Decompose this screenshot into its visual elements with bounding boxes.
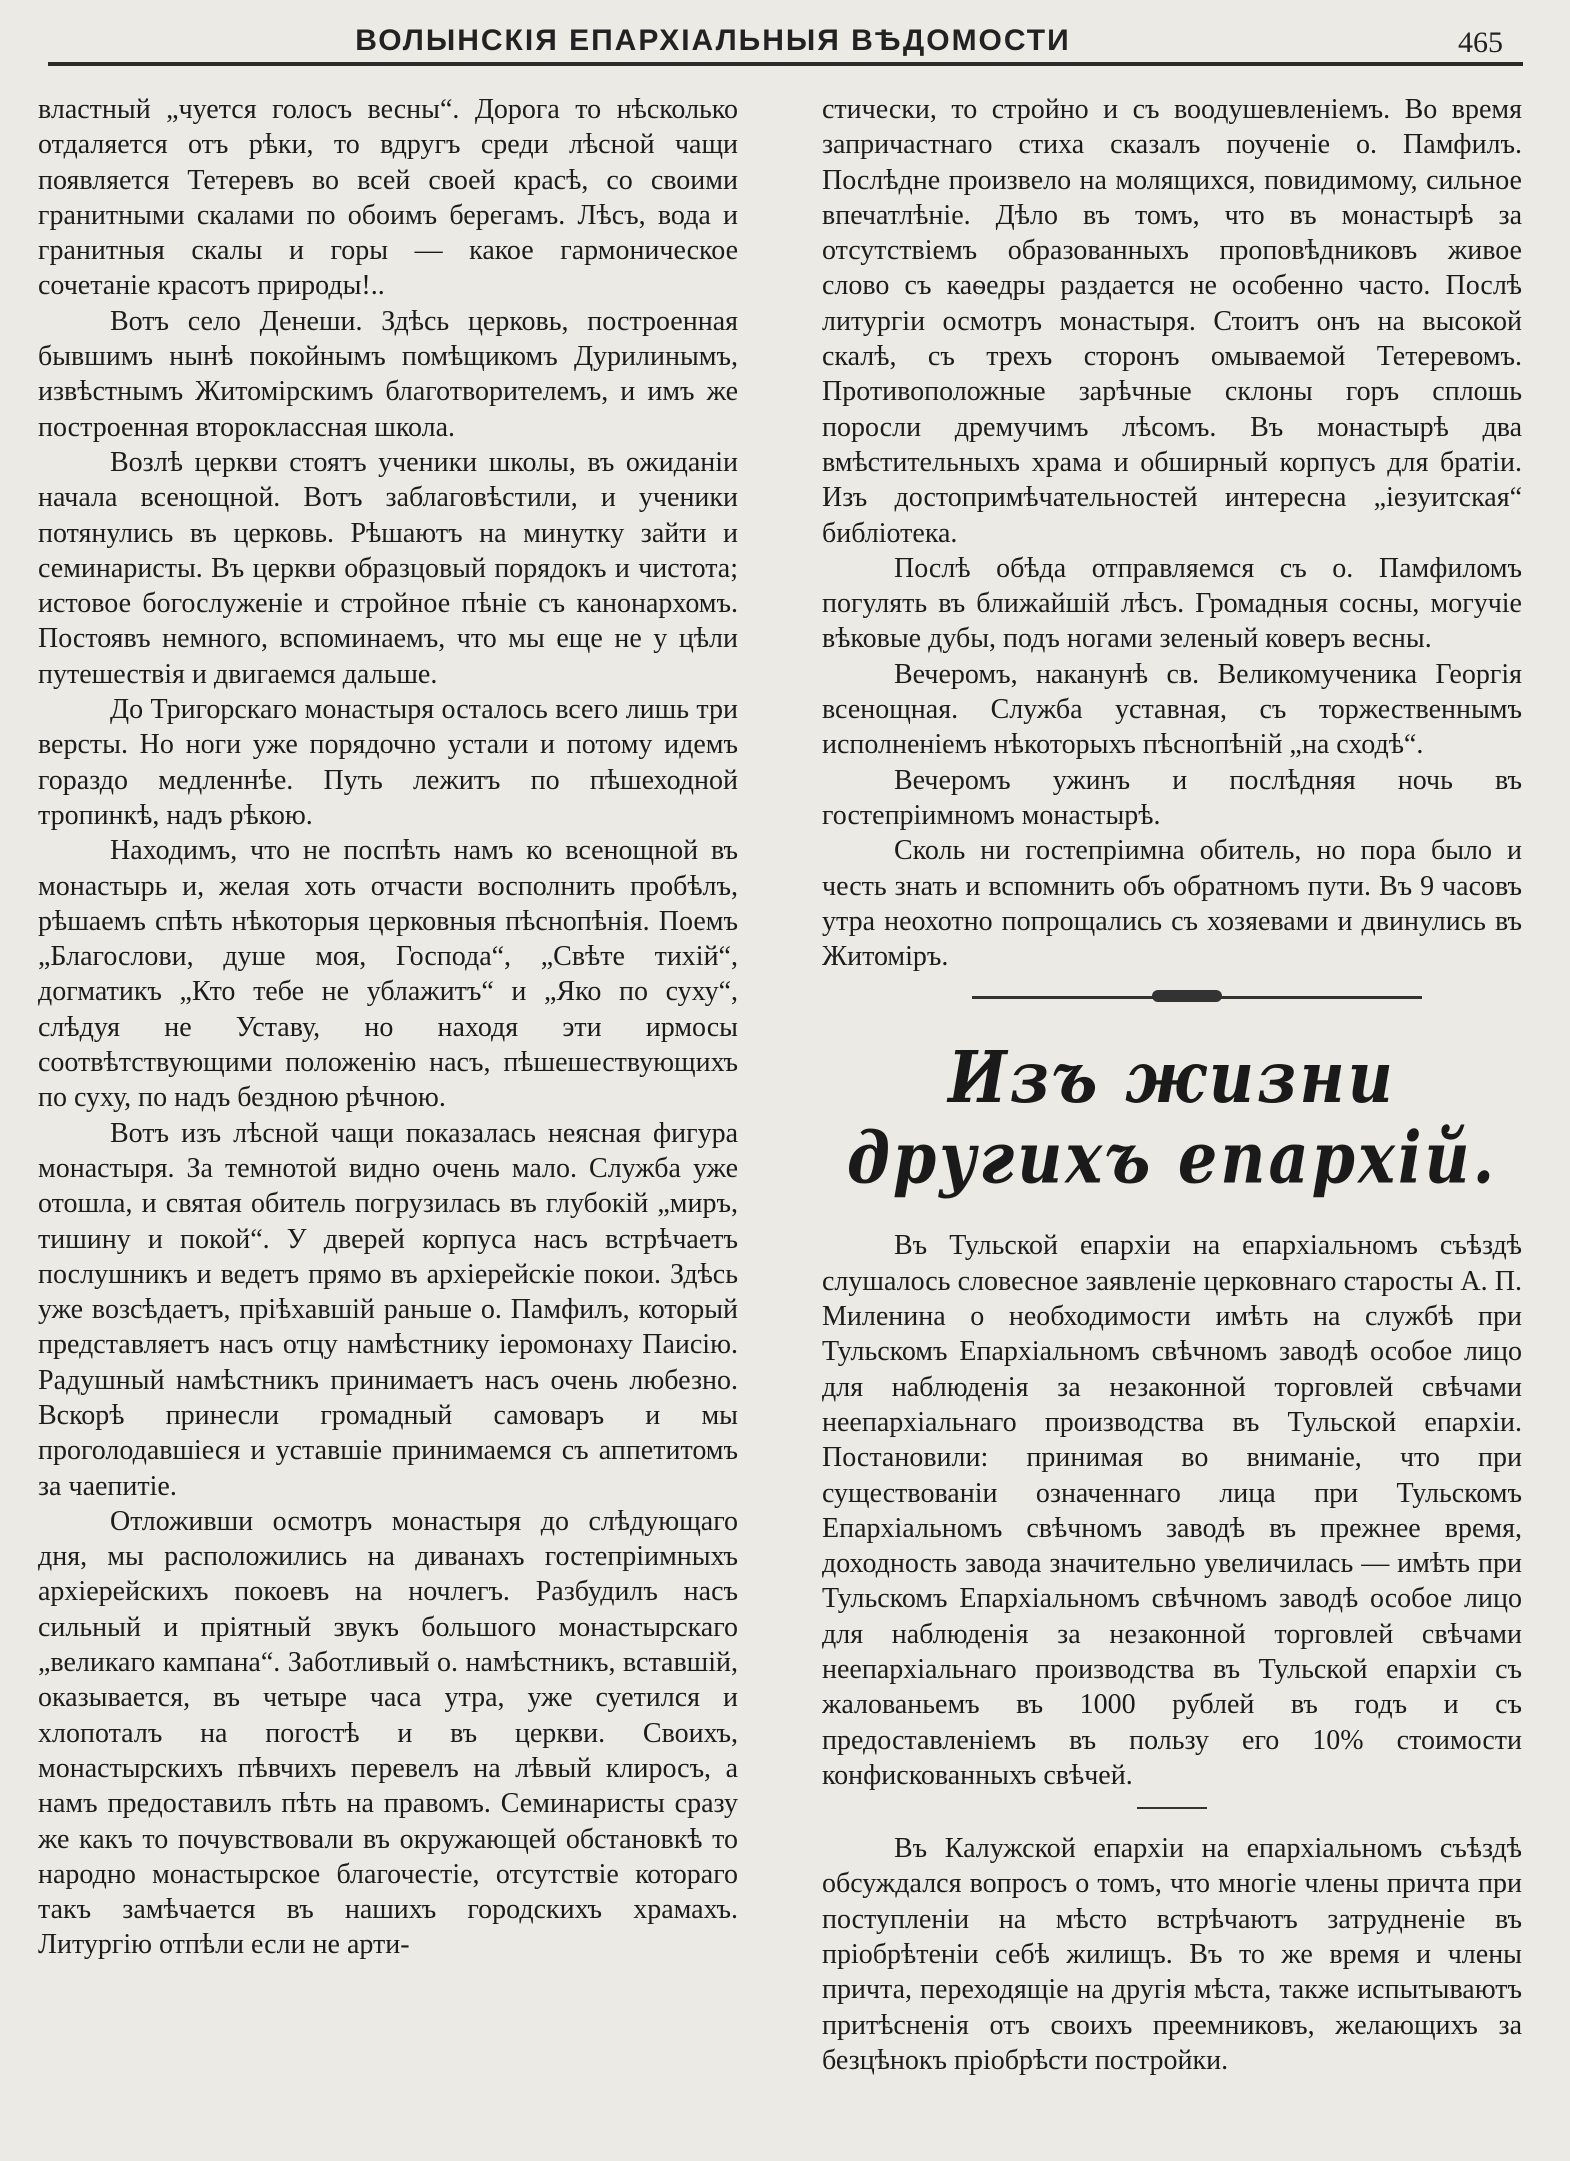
- header-rule: [48, 62, 1523, 66]
- paragraph: Послѣ обѣда отправляемся съ о. Памфиломъ погулять въ ближайшій лѣсъ. Громадныя сосны, могучіе вѣковые дубы, подъ ногами зеленый коверъ весны.: [822, 552, 1522, 655]
- paragraph: Въ Калужской епархіи на епархіальномъ съѣздѣ обсуждался вопросъ о томъ, что многіе члены причта при поступленіи на мѣсто встрѣчаютъ затрудненіе въ пріобрѣтеніи себѣ жилищъ. Въ то же время и члены причта, переходящіе на другія мѣста, также испытываютъ притѣсненія отъ своихъ преемниковъ, желающихъ за безцѣнокъ пріобрѣсти постройки.: [822, 1833, 1522, 2076]
- paragraph: Вечеромъ ужинъ и послѣдняя ночь въ гостепріимномъ монастырѣ.: [822, 764, 1522, 831]
- paragraph: властный „чуется голосъ весны“. Дорога то нѣсколько отдаляется отъ рѣки, то вдругъ среди лѣсной чащи появляется Тетеревъ во всей своей красѣ, со своими гранитными скалами по обоимъ берегамъ. Лѣсъ, вода и гранитныя скалы и горы — какое гармоническое сочетаніе красотъ природы!..: [38, 94, 738, 302]
- left-column: [38, 92, 738, 1963]
- paragraph: Сколь ни гостепріимна обитель, но пора было и честь знать и вспомнить объ обратномъ пути. Въ 9 часовъ утра неохотно попрощались съ хозяевами и двинулись въ Житоміръ.: [822, 835, 1522, 973]
- right-column: [822, 92, 1522, 2078]
- paragraph: Вечеромъ, наканунѣ св. Великомученика Георгія всенощная. Служба уставная, съ торжественнымъ исполненіемъ нѣкоторыхъ пѣснопѣній „на сходѣ“.: [822, 658, 1522, 761]
- page-header: [48, 22, 1523, 66]
- journal-title: ВОЛЫНСКІЯ ЕПАРХІАЛЬНЫЯ ВѢДОМОСТИ: [355, 24, 1071, 57]
- paragraph: До Тригорскаго монастыря осталось всего лишь три версты. Но ноги уже порядочно устали и потому идемъ гораздо медленнѣе. Путь лежитъ по пѣшеходной тропинкѣ, надъ рѣкою.: [38, 694, 738, 831]
- divider-ornament: [1152, 990, 1222, 1002]
- paragraph: Въ Тульской епархіи на епархіальномъ съѣздѣ слушалось словесное заявленіе церковнаго старосты А. П. Миленина о необходимости имѣть на службѣ при Тульскомъ Епархіальномъ свѣчномъ заводѣ особое лицо для наблюденія за незаконной торговлей свѣчами неепархіальнаго производства въ Тульской епархіи. Постановили: принимая во вниманіе, что при существованіи означеннаго лица при Тульскомъ Епархіальномъ свѣчномъ заводѣ въ прежнее время, доходность завода значительно увеличилась — имѣть при Тульскомъ Епархіальномъ свѣчномъ заводѣ особое лицо для наблюденія за незаконной торговлей свѣчами неепархіальнаго производства въ Тульской епархіи съ жалованьемъ въ 1000 рублей въ годъ и съ предоставленіемъ въ пользу его 10% стоимости конфискованныхъ свѣчей.: [822, 1230, 1522, 1791]
- small-separator: [1137, 1807, 1207, 1809]
- section-divider: [822, 974, 1522, 1014]
- paragraph: Возлѣ церкви стоятъ ученики школы, въ ожиданіи начала всенощной. Вотъ заблаговѣстили, и ученики потянулись въ церковь. Рѣшаютъ на минутку зайти и семинаристы. Въ церкви образцовый порядокъ и чистота; истовое богослуженіе и стройное пѣніе съ канонархомъ. Постоявъ немного, вспоминаемъ, что мы еще не у цѣли путешествія и двигаемся дальше.: [38, 446, 738, 690]
- paragraph: стически, то стройно и съ воодушевленіемъ. Во время запричастнаго стиха сказалъ поученіе о. Памфилъ. Послѣдне произвело на молящихся, повидимому, сильное впечатлѣніе. Дѣло въ томъ, что въ монастырѣ за отсутствіемъ образованныхъ проповѣдниковъ живое слово съ каѳедры раздается не особенно часто. Послѣ литургіи осмотръ монастыря. Стоитъ онъ на высокой скалѣ, съ трехъ сторонъ омываемой Тетеревомъ. Противоположные зарѣчные склоны горъ сплошь поросли дремучимъ лѣсомъ. Въ монастырѣ два вмѣстительныхъ храма и обширный корпусъ для братіи. Изъ достопримѣчательностей интересна „іезуитская“ библіотека.: [822, 94, 1522, 549]
- paragraph: Находимъ, что не поспѣть намъ ко всенощной въ монастырь и, желая хоть отчасти восполнить пробѣлъ, рѣшаемъ спѣть нѣкоторыя церковныя пѣснопѣнія. Поемъ „Благослови, душе моя, Господа“, „Свѣте тихій“, догматикъ „Кто тебе не ублажитъ“ и „Яко по суху“, слѣдуя не Уставу, но находя эти ирмосы соотвѣтствующими положенію насъ, пѣшешествующихъ по суху, по надъ бездною рѣчною.: [38, 835, 738, 1114]
- paragraph: Отложивши осмотръ монастыря до слѣдующаго дня, мы расположились на диванахъ гостепріимныхъ архіерейскихъ покоевъ на ночлегъ. Разбудилъ насъ сильный и пріятный звукъ большого монастырскаго „великаго кампана“. Заботливый о. намѣстникъ, вставшій, оказывается, въ четыре часа утра, уже суетился и хлопоталъ на погостѣ и въ церкви. Своихъ, монастырскихъ пѣвчихъ перевелъ на лѣвый клиросъ, а намъ предоставилъ пѣть на правомъ. Семинаристы сразу же какъ то почувствовали въ окружающей обстановкѣ то народно монастырское благочестіе, отсутствіе котораго такъ замѣчается въ нашихъ городскихъ храмахъ. Литургію отпѣли если не арти-: [38, 1505, 738, 1961]
- paragraph: Вотъ село Денеши. Здѣсь церковь, построенная бывшимъ нынѣ покойнымъ помѣщикомъ Дурилинымъ, извѣстнымъ Житомірскимъ благотворителемъ, и имъ же построенная второклассная школа.: [38, 305, 738, 443]
- page-number: 465: [1458, 26, 1503, 59]
- paragraph: Вотъ изъ лѣсной чащи показалась неясная фигура монастыря. За темнотой видно очень мало. Служба уже отошла, и святая обитель погрузилась въ глубокій „миръ, тишину и покой“. У дверей корпуса насъ встрѣчаетъ послушникъ и ведетъ прямо въ архіерейскіе покои. Здѣсь уже возсѣдаетъ, пріѣхавшій раньше о. Памфилъ, который представляетъ насъ отцу намѣстнику іеромонаху Паисію. Радушный намѣстникъ принимаетъ насъ очень любезно. Вскорѣ принесли громадный самоваръ и мы проголодавшіеся и уставшіе принимаемся съ аппетитомъ за чаепитіе.: [38, 1117, 738, 1502]
- section-heading: Изъ жизни другихъ епархій.: [846, 1035, 1498, 1201]
